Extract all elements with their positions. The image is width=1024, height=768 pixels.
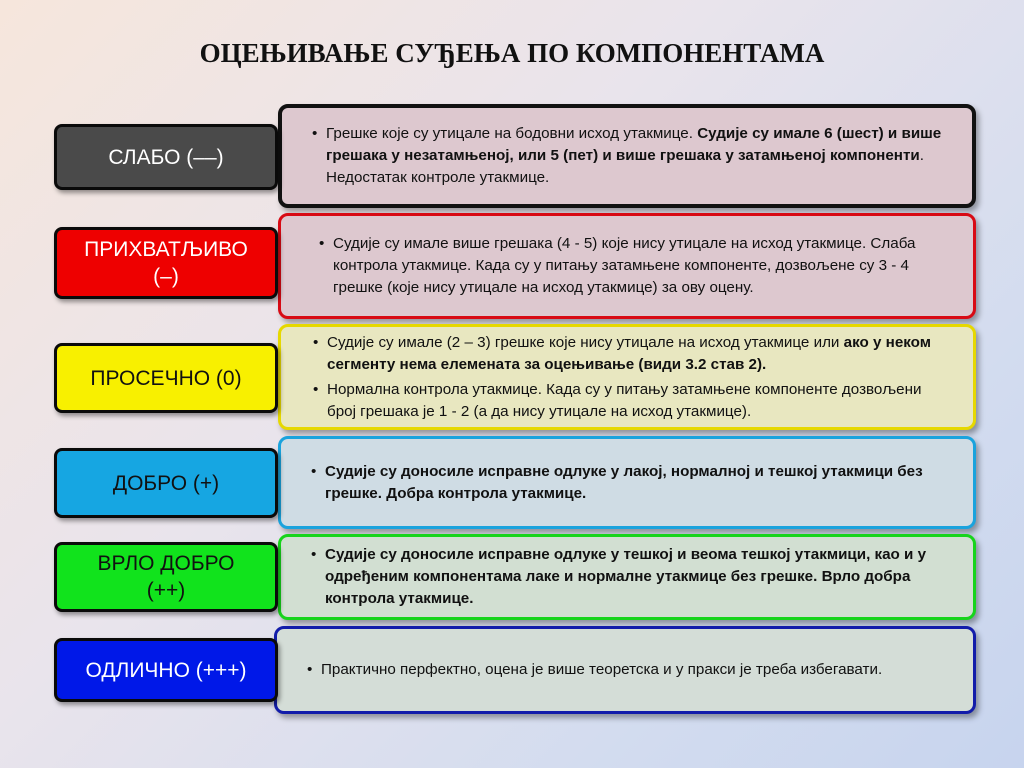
page-title: ОЦЕЊИВАЊЕ СУЂЕЊА ПО КОМПОНЕНТАМА xyxy=(199,38,825,68)
description-bullet: • Грешке које су утицале на бодовни исход утакмице. Судије су имале 6 (шест) и више грешака у незатамњеној, или 5 (пет) и више грешака у затамњеној компоненти. Недостатак контроле утакмице. xyxy=(312,123,948,189)
grade-description-very-good xyxy=(278,534,976,620)
grade-label-excellent: ОДЛИЧНО (+++) xyxy=(54,638,278,702)
description-bullet: • Судије су имале (2 – 3) грешке које нису утицале на исход утакмице или ако у неком сегменту нема елемената за оцењивање (види 3.2 став 2). xyxy=(313,332,949,376)
grade-description-weak xyxy=(278,104,976,208)
grade-label-average: ПРОСЕЧНО (0) xyxy=(54,343,278,413)
grade-label-good: ДОБРО (+) xyxy=(54,448,278,518)
description-bullet: • Судије су доносиле исправне одлуке у тешкој и веома тешкој утакмици, као и у одређеним компонентама лаке и нормалне утакмице без грешке. Врло добра контрола утакмице. xyxy=(311,544,949,610)
grade-label-very-good: ВРЛО ДОБРО (++) xyxy=(54,542,278,612)
description-bullet: • Практично перфектно, оцена је више теоретска и у пракси је треба избегавати. xyxy=(307,659,949,681)
grade-description-excellent xyxy=(274,626,976,714)
grade-description-good xyxy=(278,436,976,529)
description-bullet: • Судије су имале више грешака (4 - 5) које нису утицале на исход утакмице. Слаба контрола утакмице. Када су у питању затамњене компоненте, дозвољене су 3 - 4 грешке (које нису утицале на исход утакмице) за ову оцену. xyxy=(319,233,949,299)
grade-label-acceptable: ПРИХВАТЉИВО (–) xyxy=(54,227,278,299)
description-bullet: • Судије су доносиле исправне одлуке у лакој, нормалној и тешкој утакмици без грешке. Добра контрола утакмице. xyxy=(311,461,949,505)
grade-description-acceptable xyxy=(278,213,976,319)
grade-label-weak: СЛАБО (––) xyxy=(54,124,278,190)
grade-description-average xyxy=(278,324,976,430)
description-bullet: • Нормална контрола утакмице. Када су у питању затамњене компоненте дозвољени број грешака је 1 - 2 (а да нису утицале на исход утакмице). xyxy=(313,379,949,423)
